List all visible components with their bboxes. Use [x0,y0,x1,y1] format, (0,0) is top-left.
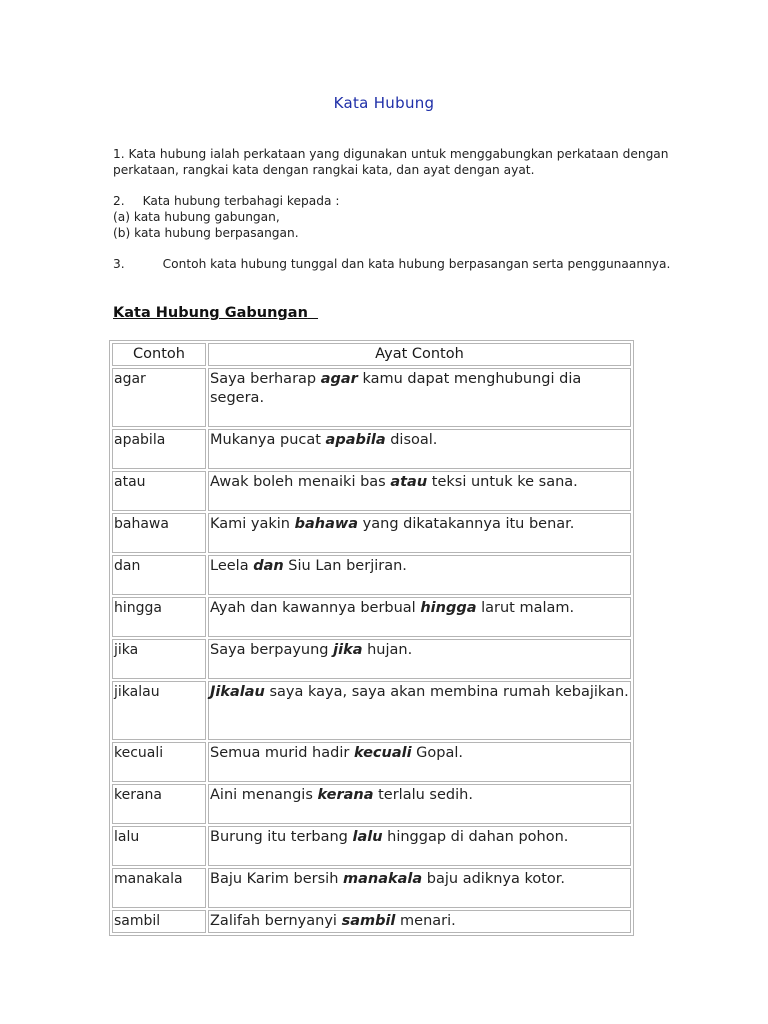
examples-number: 3. [113,257,125,271]
sentence-keyword: sambil [341,913,396,929]
sentence-keyword: hingga [420,600,477,616]
example-word: manakala [112,868,206,908]
sentence-after: Siu Lan berjiran. [283,558,407,574]
example-word: dan [112,555,206,595]
sentence-before: Kami yakin [210,516,295,532]
sentence-keyword: kerana [317,787,374,803]
table-row [112,681,631,740]
example-word: hingga [112,597,206,637]
sentence-after: terlalu sedih. [373,787,473,803]
sentence-keyword: bahawa [294,516,359,532]
example-sentence [208,513,631,553]
table-row [112,910,631,933]
sentence-keyword: Jikalau [210,684,265,700]
table-row [112,471,631,511]
example-sentence [208,784,631,824]
types-intro-text: Kata hubung terbahagi kepada : [142,194,340,208]
example-word: agar [112,368,206,427]
example-word: sambil [112,910,206,933]
table-row [112,368,631,427]
example-sentence [208,681,631,740]
sentence-after: hujan. [362,642,413,658]
sentence-before: Saya berpayung [210,642,334,658]
sentence-after: hinggap di dahan pohon. [382,829,569,845]
sentence-after: yang dikatakannya itu benar. [358,516,575,532]
sentence-before: Aini menangis [210,787,318,803]
sentence-after: baju adiknya kotor. [422,871,566,887]
table-row [112,429,631,469]
example-sentence [208,826,631,866]
sentence-before: Ayah dan kawannya berbual [210,600,421,616]
page-title: Kata Hubung [333,94,435,112]
sentence-after: Gopal. [411,745,463,761]
examples-intro-text: Contoh kata hubung tunggal dan kata hubung berpasangan serta penggunaannya. [162,257,671,271]
example-sentence [208,639,631,679]
sentence-after: teksi untuk ke sana. [427,474,578,490]
sentence-keyword: lalu [352,829,383,845]
sentence-after: disoal. [385,432,438,448]
sentence-keyword: kecuali [353,745,412,761]
table-row [112,784,631,824]
sentence-before: Burung itu terbang [210,829,353,845]
sentence-keyword: atau [390,474,428,490]
header-ayat-contoh: Ayat Contoh [208,343,631,366]
sentence-after: saya kaya, saya akan membina rumah kebajikan. [264,684,629,700]
table-header-row [112,343,631,366]
header-contoh: Contoh [112,343,206,366]
example-sentence [208,910,631,933]
table-row [112,555,631,595]
table-row [112,513,631,553]
types-intro [113,193,673,209]
example-sentence [208,368,631,427]
sentence-keyword: manakala [343,871,423,887]
example-sentence [208,597,631,637]
sentence-keyword: jika [333,642,363,658]
paragraph-types [113,193,673,241]
paragraph-definition: 1. Kata hubung ialah perkataan yang digunakan untuk menggabungkan perkataan dengan perkataan, rangkai kata dengan rangkai kata, dan ayat dengan ayat. [113,147,669,177]
types-number: 2. [113,194,125,208]
sentence-after: menari. [395,913,456,929]
sentence-after: kamu dapat menghubungi dia segera. [210,371,582,406]
paragraph-examples-intro [113,256,673,272]
example-word: lalu [112,826,206,866]
example-sentence [208,471,631,511]
conjunction-table [109,340,634,936]
types-item-b: (b) kata hubung berpasangan. [113,226,299,240]
sentence-before: Saya berharap [210,371,321,387]
example-sentence [208,429,631,469]
sentence-before: Awak boleh menaiki bas [210,474,391,490]
table-row [112,639,631,679]
example-word: jikalau [112,681,206,740]
example-word: kecuali [112,742,206,782]
example-word: jika [112,639,206,679]
types-item-a: (a) kata hubung gabungan, [113,210,280,224]
sentence-before: Semua murid hadir [210,745,354,761]
example-word: kerana [112,784,206,824]
sentence-after: larut malam. [476,600,575,616]
table-row [112,597,631,637]
sentence-before: Baju Karim bersih [210,871,343,887]
sentence-keyword: dan [253,558,284,574]
table-row [112,742,631,782]
sentence-before: Mukanya pucat [210,432,326,448]
sentence-keyword: apabila [325,432,386,448]
example-word: bahawa [112,513,206,553]
example-sentence [208,742,631,782]
section-heading: Kata Hubung Gabungan [113,305,308,321]
example-word: apabila [112,429,206,469]
example-sentence [208,555,631,595]
table-row [112,826,631,866]
example-word: atau [112,471,206,511]
table-row [112,868,631,908]
example-sentence [208,868,631,908]
sentence-before: Zalifah bernyanyi [210,913,342,929]
sentence-keyword: agar [320,371,358,387]
sentence-before: Leela [210,558,254,574]
